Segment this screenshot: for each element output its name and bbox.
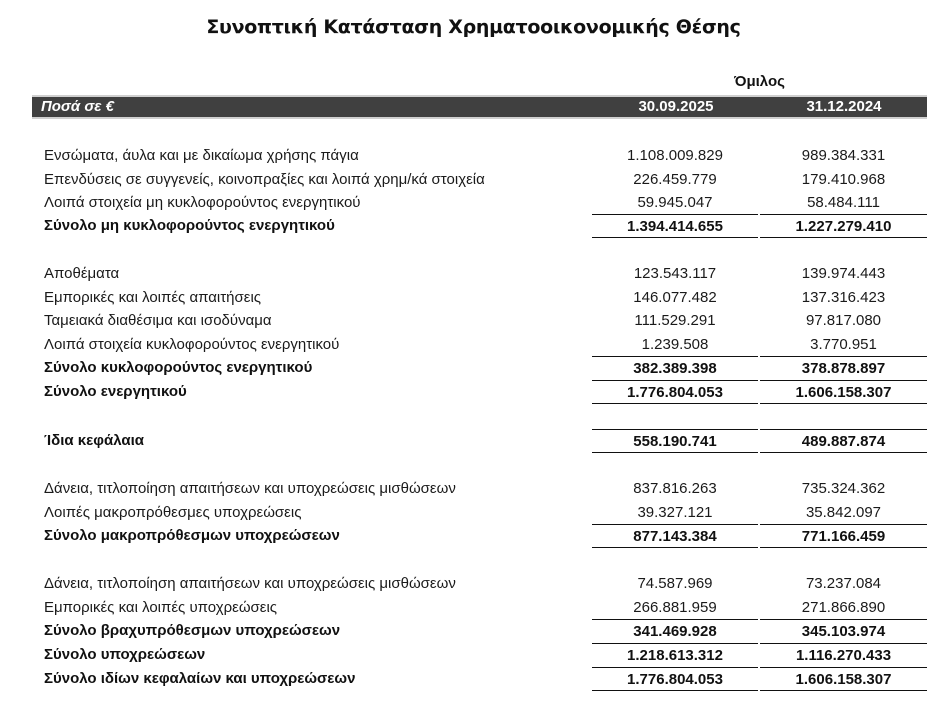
value-31-12-2024: 1.116.270.433 xyxy=(760,643,927,664)
table-row xyxy=(0,477,947,500)
value-31-12-2024: 97.817.080 xyxy=(805,312,882,329)
value-30-09-2025: 39.327.121 xyxy=(637,504,713,521)
value-31-12-2024: 73.237.084 xyxy=(805,575,882,592)
value-31-12-2024: 137.316.423 xyxy=(801,289,886,306)
value-30-09-2025: 1.394.414.655 xyxy=(592,214,758,238)
table-header-bar xyxy=(32,95,927,119)
value-30-09-2025: 1.239.508 xyxy=(641,336,709,353)
value-31-12-2024: 378.878.897 xyxy=(760,356,927,377)
value-30-09-2025: 1.776.804.053 xyxy=(592,380,758,404)
row-label: Σύνολο μη κυκλοφορούντος ενεργητικού xyxy=(44,217,335,234)
value-31-12-2024: 989.384.331 xyxy=(801,147,886,164)
subtotal-row xyxy=(0,524,947,547)
table-row xyxy=(0,168,947,191)
row-label: Λοιπές μακροπρόθεσμες υποχρεώσεις xyxy=(44,504,302,521)
value-30-09-2025: 1.108.009.829 xyxy=(627,147,723,164)
total-row xyxy=(0,643,947,666)
value-31-12-2024: 58.484.111 xyxy=(807,194,880,211)
value-31-12-2024: 271.866.890 xyxy=(801,599,886,616)
value-31-12-2024: 1.606.158.307 xyxy=(760,380,927,404)
row-label: Εμπορικές και λοιπές απαιτήσεις xyxy=(44,289,262,306)
row-label: Σύνολο μακροπρόθεσμων υποχρεώσεων xyxy=(44,527,340,544)
value-31-12-2024: 139.974.443 xyxy=(801,265,886,282)
row-label: Αποθέματα xyxy=(44,265,120,282)
value-31-12-2024: 35.842.097 xyxy=(805,504,882,521)
row-label: Δάνεια, τιτλοποίηση απαιτήσεων και υποχρεώσεις μισθώσεων xyxy=(44,575,456,592)
table-row xyxy=(0,144,947,167)
table-row xyxy=(0,333,947,356)
value-30-09-2025: 226.459.779 xyxy=(633,171,717,188)
row-label: Σύνολο κυκλοφορούντος ενεργητικού xyxy=(44,359,313,376)
row-label: Ίδια κεφάλαια xyxy=(44,432,144,449)
value-30-09-2025: 146.077.482 xyxy=(633,289,717,306)
table-row xyxy=(0,262,947,285)
value-30-09-2025: 341.469.928 xyxy=(592,619,758,640)
column-header-30-09-2025: 30.09.2025 xyxy=(638,98,714,115)
value-31-12-2024: 489.887.874 xyxy=(760,429,927,453)
row-label: Ταμειακά διαθέσιμα και ισοδύναμα xyxy=(44,312,272,329)
table-row xyxy=(0,309,947,332)
value-30-09-2025: 123.543.117 xyxy=(633,265,717,282)
equity-row xyxy=(0,429,947,452)
value-31-12-2024: 1.227.279.410 xyxy=(760,214,927,238)
table-row xyxy=(0,572,947,595)
row-label: Λοιπά στοιχεία κυκλοφορούντος ενεργητικού xyxy=(44,336,340,353)
row-label: Σύνολο βραχυπρόθεσμων υποχρεώσεων xyxy=(44,622,341,639)
value-30-09-2025: 111.529.291 xyxy=(634,312,716,329)
table-row xyxy=(0,286,947,309)
table-row xyxy=(0,596,947,619)
value-30-09-2025: 877.143.384 xyxy=(592,524,758,548)
document-title: Συνοπτική Κατάσταση Χρηματοοικονομικής Θέσης xyxy=(206,16,741,38)
subtotal-row xyxy=(0,356,947,379)
group-label: Όμιλος xyxy=(734,73,785,90)
subtotal-row xyxy=(0,214,947,237)
row-label: Σύνολο υποχρεώσεων xyxy=(44,646,206,663)
value-31-12-2024: 3.770.951 xyxy=(810,336,877,353)
value-31-12-2024: 771.166.459 xyxy=(760,524,927,548)
value-30-09-2025: 74.587.969 xyxy=(637,575,713,592)
value-30-09-2025: 837.816.263 xyxy=(633,480,717,497)
total-row xyxy=(0,380,947,403)
grand-total-row xyxy=(0,667,947,690)
value-30-09-2025: 382.389.398 xyxy=(592,356,758,377)
table-row xyxy=(0,191,947,214)
value-30-09-2025: 59.945.047 xyxy=(637,194,713,211)
value-31-12-2024: 345.103.974 xyxy=(760,619,927,640)
value-30-09-2025: 558.190.741 xyxy=(592,429,758,453)
subtotal-row xyxy=(0,619,947,642)
row-label: Εμπορικές και λοιπές υποχρεώσεις xyxy=(44,599,278,616)
table-row xyxy=(0,501,947,524)
row-label: Σύνολο ιδίων κεφαλαίων και υποχρεώσεων xyxy=(44,670,356,687)
column-header-31-12-2024: 31.12.2024 xyxy=(806,98,882,115)
row-label: Λοιπά στοιχεία μη κυκλοφορούντος ενεργητικού xyxy=(44,194,361,211)
value-31-12-2024: 735.324.362 xyxy=(801,480,886,497)
value-31-12-2024: 1.606.158.307 xyxy=(760,667,927,691)
row-label: Δάνεια, τιτλοποίηση απαιτήσεων και υποχρεώσεις μισθώσεων xyxy=(44,480,456,497)
value-31-12-2024: 179.410.968 xyxy=(801,171,886,188)
value-30-09-2025: 266.881.959 xyxy=(633,599,717,616)
row-label: Επενδύσεις σε συγγενείς, κοινοπραξίες και λοιπά χρημ/κά στοιχεία xyxy=(44,171,485,188)
value-30-09-2025: 1.218.613.312 xyxy=(592,643,758,664)
row-label: Ενσώματα, άυλα και με δικαίωμα χρήσης πάγια xyxy=(44,147,359,164)
amounts-label: Ποσά σε € xyxy=(41,98,114,115)
value-30-09-2025: 1.776.804.053 xyxy=(592,667,758,691)
row-label: Σύνολο ενεργητικού xyxy=(44,383,187,400)
